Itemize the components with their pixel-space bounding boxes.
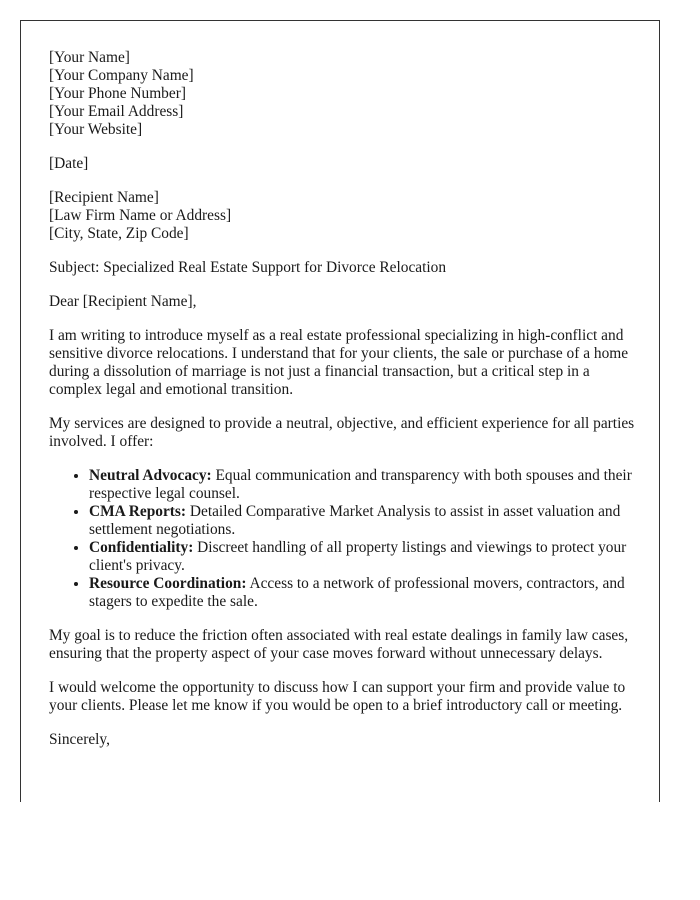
letter-page <box>20 20 660 802</box>
sender-block <box>49 49 639 139</box>
closing-request-paragraph: I would welcome the opportunity to discuss how I can support your firm and provide value to your clients. Please let me know if you would be open to a brief introductory call or meeting. <box>49 679 626 714</box>
services-list <box>49 467 639 611</box>
list-item <box>89 539 639 575</box>
service-text: Detailed Comparative Market Analysis to assist in asset valuation and settlement negotiations. <box>89 503 621 538</box>
subject-line: Subject: Specialized Real Estate Support for Divorce Relocation <box>49 259 447 276</box>
service-title: Confidentiality: <box>89 539 194 556</box>
closing: Sincerely, <box>49 731 110 748</box>
letter-date: [Date] <box>49 155 89 172</box>
list-item <box>89 575 639 611</box>
recipient-city: [City, State, Zip Code] <box>49 225 189 242</box>
service-title: CMA Reports: <box>89 503 187 520</box>
service-title: Neutral Advocacy: <box>89 467 212 484</box>
service-text: Discreet handling of all property listings and viewings to protect your client's privacy. <box>89 539 627 574</box>
recipient-firm: [Law Firm Name or Address] <box>49 207 232 224</box>
recipient-block <box>49 189 639 243</box>
sender-website: [Your Website] <box>49 121 143 138</box>
goal-paragraph: My goal is to reduce the friction often associated with real estate dealings in family law cases, ensuring that the property aspect of your case moves forward without unnecessary delays. <box>49 627 629 662</box>
list-item <box>89 467 639 503</box>
letter-content <box>49 49 639 765</box>
recipient-name: [Recipient Name] <box>49 189 159 206</box>
sender-phone: [Your Phone Number] <box>49 85 186 102</box>
service-text: Equal communication and transparency with both spouses and their respective legal counsel. <box>89 467 632 502</box>
service-text: Access to a network of professional movers, contractors, and stagers to expedite the sale. <box>89 575 625 610</box>
service-title: Resource Coordination: <box>89 575 247 592</box>
services-intro-paragraph: My services are designed to provide a neutral, objective, and efficient experience for all parties involved. I offer: <box>49 415 635 450</box>
list-item <box>89 503 639 539</box>
intro-paragraph: I am writing to introduce myself as a real estate professional specializing in high-conflict and sensitive divorce relocations. I understand that for your clients, the sale or purchase of a home during a dissolution of marriage is not just a financial transaction, but a critical step in a complex legal and emotional transition. <box>49 327 629 398</box>
sender-company: [Your Company Name] <box>49 67 194 84</box>
salutation: Dear [Recipient Name], <box>49 293 197 310</box>
sender-email: [Your Email Address] <box>49 103 184 120</box>
sender-name: [Your Name] <box>49 49 130 66</box>
